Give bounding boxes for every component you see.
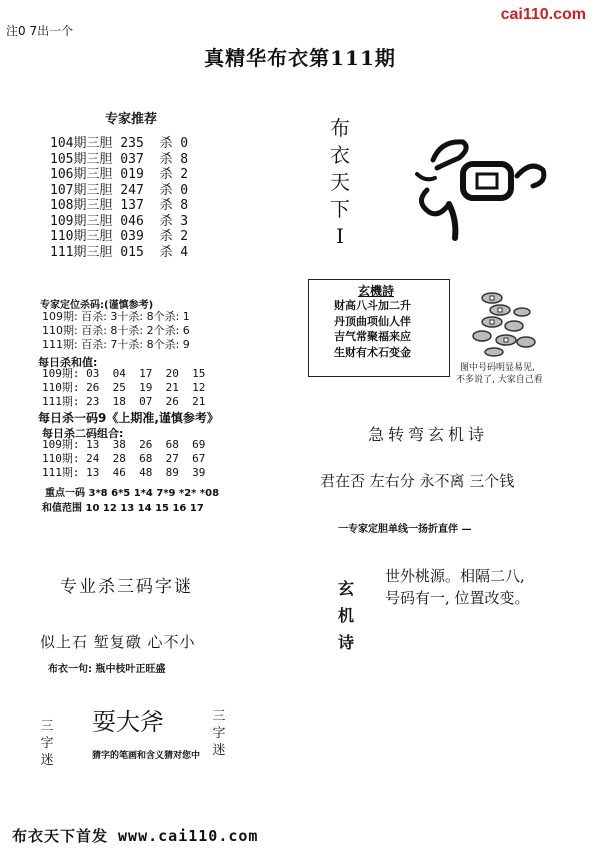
sum-range-row: 和值范围 10 12 13 14 15 16 17 bbox=[42, 503, 204, 514]
expert-row: 110期三胆 039 杀 2 bbox=[50, 229, 189, 244]
riddle-hint: 猜字的笔画和含义猜对您中 bbox=[92, 751, 201, 761]
mystery-poem-char: 诗 bbox=[337, 633, 354, 652]
three-code-riddle-title: 专业杀三码字谜 bbox=[60, 577, 193, 597]
location-kill-row: 110期: 百杀: 8十杀: 2个杀: 6 bbox=[42, 324, 190, 337]
two-code-row: 109期: 13 38 26 68 69 bbox=[42, 438, 206, 451]
vertical-title bbox=[328, 115, 352, 250]
vertical-title-char: 下 bbox=[330, 197, 350, 221]
location-kill-list bbox=[42, 310, 190, 352]
sum-kill-row: 111期: 23 18 07 26 21 bbox=[42, 395, 206, 408]
top-note: 注0 7出一个 bbox=[6, 24, 74, 38]
sum-kill-row: 109期: 03 04 17 20 15 bbox=[42, 367, 206, 380]
sum-kill-list bbox=[42, 367, 205, 409]
two-code-list bbox=[42, 438, 205, 480]
riddle-title: 急转弯玄机诗 bbox=[368, 425, 489, 444]
vertical-title-char: 天 bbox=[330, 170, 350, 194]
footer-site-link[interactable]: 布衣天下首发 www.cai110.com bbox=[12, 827, 259, 845]
sum-kill-heading: 每日杀和值: bbox=[38, 356, 98, 369]
two-code-row: 110期: 24 28 68 27 67 bbox=[42, 452, 206, 465]
location-kill-row: 111期: 百杀: 7十杀: 8个杀: 9 bbox=[42, 338, 190, 351]
expert-row: 104期三胆 235 杀 0 bbox=[50, 136, 189, 151]
mystery-poem-char: 玄 bbox=[337, 579, 354, 598]
expert-row: 106期三胆 019 杀 2 bbox=[50, 167, 189, 182]
right-riddle-char: 迷 bbox=[212, 743, 226, 758]
location-kill-heading: 专家定位杀码:(谨慎参考) bbox=[40, 300, 154, 311]
location-kill-row: 109期: 百杀: 3十杀: 8个杀: 1 bbox=[42, 310, 190, 323]
character-riddle-line: 似上石 堑复礅 心不小 bbox=[40, 633, 196, 651]
expert-row: 105期三胆 037 杀 8 bbox=[50, 151, 189, 167]
left-riddle-char: 字 bbox=[40, 736, 54, 751]
peach-poem-line: 号码有一, 位置改变。 bbox=[385, 589, 530, 607]
poem-title: 玄機詩 bbox=[358, 284, 395, 298]
sum-kill-row: 110期: 26 25 19 21 12 bbox=[42, 381, 206, 394]
peach-garden-poem bbox=[385, 565, 530, 609]
riddle-big-characters: 耍大斧 bbox=[92, 708, 164, 736]
vertical-title-char: I bbox=[336, 224, 344, 248]
poem-line: 吉气常聚福来应 bbox=[334, 330, 411, 343]
poem-line: 财高八斗加二升 bbox=[334, 299, 411, 312]
vertical-title-char: 布 bbox=[330, 116, 350, 140]
expert-row: 107期三胆 247 杀 0 bbox=[50, 182, 189, 198]
left-riddle-char: 三 bbox=[40, 719, 54, 734]
page-title: 真精华布衣第111期 bbox=[204, 46, 396, 70]
expert-list bbox=[50, 136, 188, 260]
expert-row: 109期三胆 046 杀 3 bbox=[50, 213, 189, 229]
right-riddle-char: 字 bbox=[212, 726, 226, 741]
ink-sketch-image bbox=[405, 130, 555, 245]
mystery-poem-vertical bbox=[336, 575, 356, 656]
budi-one-line: 布衣一句: 瓶中枝叶正旺盛 bbox=[48, 664, 166, 675]
two-code-heading: 每日杀二码组合: bbox=[42, 427, 124, 440]
right-riddle-label bbox=[212, 708, 226, 759]
left-riddle-label bbox=[40, 718, 54, 769]
vertical-title-char: 衣 bbox=[330, 143, 350, 167]
expert-heading: 专家推荐 bbox=[105, 112, 158, 127]
expert-row: 111期三胆 015 杀 4 bbox=[50, 244, 189, 260]
coin-caption-line: 不多说了, 大家自己看 bbox=[456, 375, 543, 385]
poem-line: 生财有术石变金 bbox=[334, 345, 411, 359]
right-riddle-char: 三 bbox=[212, 709, 226, 724]
poem-lines bbox=[334, 298, 411, 360]
coin-caption bbox=[456, 362, 543, 386]
left-riddle-char: 迷 bbox=[40, 753, 54, 768]
mystery-poem-char: 机 bbox=[337, 606, 354, 625]
coin-caption-line: 图中号码明显易见, bbox=[460, 363, 535, 373]
expert-row: 108期三胆 137 杀 8 bbox=[50, 198, 189, 213]
site-logo[interactable]: cai110.com bbox=[500, 6, 586, 23]
coins-image bbox=[470, 290, 540, 358]
one-code-kill: 每日杀一码9《上期准,谨慎参考》 bbox=[38, 411, 219, 425]
poem-line: 丹顶曲项仙人伴 bbox=[334, 314, 411, 328]
expert-single-line-note: 一专家定胆单线一扬折直伴 — bbox=[338, 524, 472, 535]
focus-code-row: 重点一码 3*8 6*5 1*4 7*9 *2* *08 bbox=[45, 488, 220, 499]
riddle-line: 君在否 左右分 永不离 三个钱 bbox=[320, 472, 515, 490]
peach-poem-line: 世外桃源。相隔二八, bbox=[385, 567, 525, 585]
two-code-row: 111期: 13 46 48 89 39 bbox=[42, 466, 206, 479]
